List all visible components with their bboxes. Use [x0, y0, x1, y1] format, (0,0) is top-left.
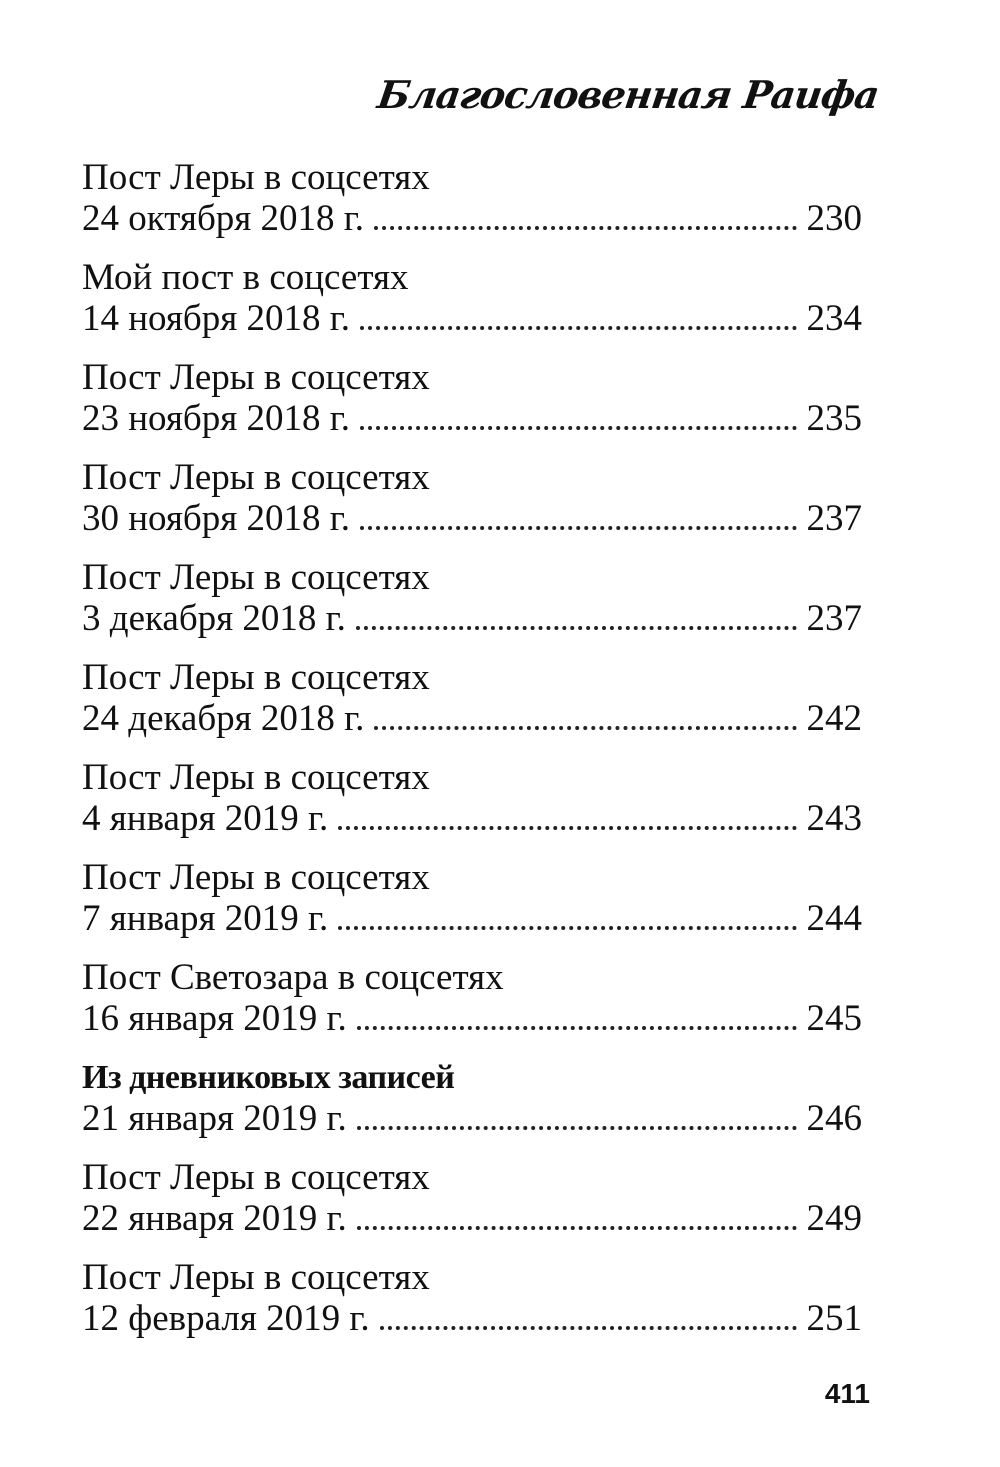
- toc-entry: [82, 1258, 862, 1340]
- toc-entry-page: 235: [806, 398, 862, 439]
- toc-entry-line: [82, 198, 862, 240]
- dot-leader: [357, 1026, 797, 1030]
- toc-entry-page: 242: [806, 698, 862, 739]
- toc-entry: [82, 958, 862, 1040]
- toc-entry-date: 22 января 2019 г.: [82, 1198, 347, 1239]
- toc-entry-title: Пост Леры в соцсетях: [82, 557, 430, 598]
- toc-entry-title: Пост Леры в соцсетях: [82, 157, 430, 198]
- toc-entry-line: [82, 698, 862, 740]
- toc-entry-date: 14 ноября 2018 г.: [82, 298, 350, 339]
- toc-entry: [82, 558, 862, 640]
- table-of-contents: [82, 158, 862, 1358]
- toc-entry: [82, 858, 862, 940]
- toc-entry-date: 12 февраля 2019 г.: [82, 1298, 370, 1339]
- toc-entry: [82, 658, 862, 740]
- toc-entry-date: 16 января 2019 г.: [82, 998, 347, 1039]
- dot-leader: [338, 926, 796, 930]
- toc-entry-line: [82, 398, 862, 440]
- toc-entry-date: 21 января 2019 г.: [82, 1098, 347, 1139]
- toc-entry: [82, 758, 862, 840]
- toc-entry-page: 251: [806, 1298, 862, 1339]
- toc-entry-line: [82, 1198, 862, 1240]
- toc-entry-date: 24 декабря 2018 г.: [82, 698, 365, 739]
- toc-entry-line: [82, 1298, 862, 1340]
- toc-entry-date: 30 ноября 2018 г.: [82, 498, 350, 539]
- running-head: Благословенная Раифа: [374, 72, 882, 117]
- toc-entry-page: 234: [806, 298, 862, 339]
- toc-entry-date: 3 декабря 2018 г.: [82, 598, 346, 639]
- toc-entry-line: [82, 298, 862, 340]
- toc-entry-line: [82, 1098, 862, 1140]
- dot-leader: [357, 1126, 797, 1130]
- toc-section-heading: Из дневниковых записей: [82, 1059, 455, 1096]
- toc-entry-title: Пост Леры в соцсетях: [82, 457, 430, 498]
- toc-entry-section: [82, 1058, 862, 1140]
- toc-entry-line: [82, 798, 862, 840]
- toc-entry: [82, 358, 862, 440]
- dot-leader: [374, 226, 796, 230]
- toc-entry: [82, 158, 862, 240]
- toc-entry-line: [82, 598, 862, 640]
- toc-entry-page: 246: [806, 1098, 862, 1139]
- toc-entry-line: [82, 998, 862, 1040]
- dot-leader: [357, 1226, 797, 1230]
- dot-leader: [356, 626, 797, 630]
- page-number: 411: [824, 1378, 870, 1409]
- toc-entry-page: 243: [806, 798, 862, 839]
- toc-entry-line: [82, 498, 862, 540]
- toc-entry: [82, 1158, 862, 1240]
- toc-entry-title: Пост Леры в соцсетях: [82, 1257, 430, 1298]
- toc-entry-title: Пост Леры в соцсетях: [82, 657, 430, 698]
- toc-entry-title: Пост Леры в соцсетях: [82, 857, 430, 898]
- toc-entry-page: 245: [806, 998, 862, 1039]
- dot-leader: [338, 826, 796, 830]
- dot-leader: [380, 1326, 797, 1330]
- toc-entry-title: Пост Леры в соцсетях: [82, 1157, 430, 1198]
- toc-entry-title: Мой пост в соцсетях: [82, 257, 409, 298]
- toc-entry-date: 7 января 2019 г.: [82, 898, 329, 939]
- toc-entry-page: 230: [806, 198, 862, 239]
- dot-leader: [360, 526, 797, 530]
- toc-entry-page: 237: [806, 498, 862, 539]
- toc-entry: [82, 258, 862, 340]
- toc-entry-title: Пост Светозара в соцсетях: [82, 957, 504, 998]
- toc-entry-title: Пост Леры в соцсетях: [82, 357, 430, 398]
- dot-leader: [360, 426, 797, 430]
- dot-leader: [360, 326, 797, 330]
- toc-entry-page: 237: [806, 598, 862, 639]
- toc-entry-page: 249: [806, 1198, 862, 1239]
- toc-entry-page: 244: [806, 898, 862, 939]
- dot-leader: [374, 726, 796, 730]
- toc-entry-date: 4 января 2019 г.: [82, 798, 329, 839]
- toc-entry: [82, 458, 862, 540]
- toc-entry-title: Пост Леры в соцсетях: [82, 757, 430, 798]
- toc-entry-date: 23 ноября 2018 г.: [82, 398, 350, 439]
- toc-entry-line: [82, 898, 862, 940]
- toc-entry-date: 24 октября 2018 г.: [82, 198, 365, 239]
